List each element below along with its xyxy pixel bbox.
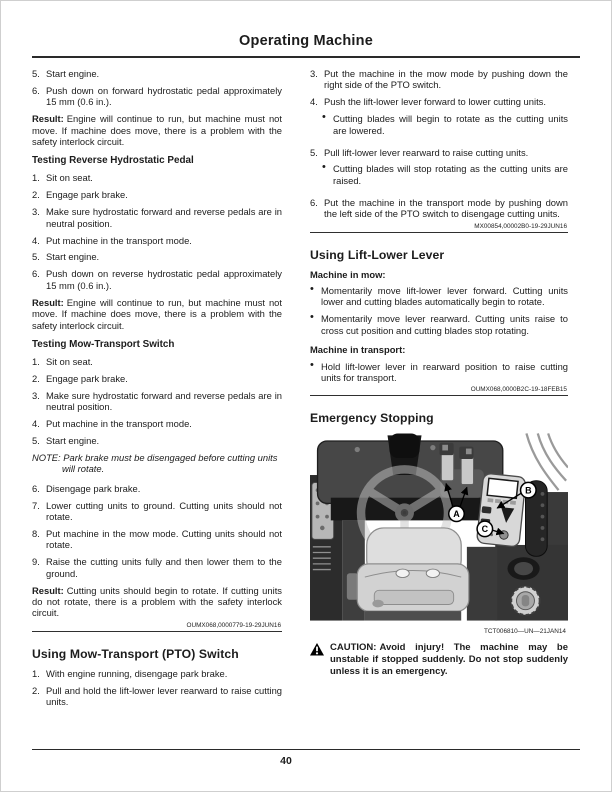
right-column <box>310 68 568 713</box>
list-item <box>32 356 282 367</box>
item-text: Lower cutting units to ground. Cutting units should not rotate. <box>46 499 282 522</box>
page-number: 40 <box>280 755 292 767</box>
machine-in-transport-label: Machine in transport: <box>310 344 406 356</box>
list-item <box>32 373 282 384</box>
list-item <box>32 556 282 579</box>
page-title: Operating Machine <box>239 33 373 49</box>
item-number: 4. <box>310 96 318 108</box>
callout-b <box>521 483 536 498</box>
section-end-code: OUMX068,0000B2C-19-18FEB15 <box>310 386 568 396</box>
section-end-code: MX00854,00002B0-19-29JUN16 <box>310 223 568 233</box>
svg-text:C: C <box>481 524 489 535</box>
item-number: 3. <box>310 68 318 79</box>
item-text: Make sure hydrostatic forward and reverse pedals are in neutral position. <box>46 206 282 229</box>
list-item <box>32 500 282 523</box>
cap-knob-icon <box>511 587 539 615</box>
item-text: Disengage park brake. <box>46 482 141 494</box>
operator-station-illustration <box>310 432 568 622</box>
result-paragraph <box>32 297 282 331</box>
result-text: Cutting units should begin to rotate. If cutting units do not rotate, there is a problem with the safety interlock circuit. <box>32 584 282 619</box>
item-text: Pull and hold the lift-lower lever rearward to raise cutting units. <box>46 684 282 708</box>
bullet-item: • Momentarily move lever rearward. Cutting units raise to cross cut position and cutting blades stop rotating. <box>310 313 568 336</box>
item-text: Sit on seat. <box>46 355 93 367</box>
list-item <box>32 85 282 108</box>
item-number: 1. <box>32 355 40 367</box>
list-item <box>32 418 282 429</box>
two-column-body <box>32 68 580 713</box>
list-item <box>32 251 282 262</box>
item-number: 2. <box>32 372 40 384</box>
item-text: Raise the cutting units fully and then lower them to the ground. <box>46 556 282 579</box>
item-text: Put the machine in the mow mode by pushing down the right side of the PTO switch. <box>324 68 568 91</box>
item-number: 6. <box>32 268 40 280</box>
list-item <box>310 197 568 220</box>
item-text: Put machine in the transport mode. <box>46 234 192 246</box>
item-number: 5. <box>310 146 318 158</box>
item-number: 7. <box>32 499 40 511</box>
warning-triangle-icon <box>310 643 324 661</box>
section-end-code: OUMX068,0000779-19-29JUN16 <box>32 622 282 632</box>
list-item <box>310 68 568 91</box>
item-text: Put machine in the transport mode. <box>46 418 192 430</box>
section-heading-lift-lower-lever: Using Lift-Lower Lever <box>310 247 445 262</box>
item-text: Start engine. <box>46 251 100 263</box>
caution-label: CAUTION: <box>330 642 377 654</box>
item-text: Put the machine in the transport mode by pushing down the left side of the PTO switch to disengage cutting units. <box>324 196 568 220</box>
result-paragraph <box>32 585 282 619</box>
item-text: Start engine. <box>46 434 100 446</box>
section-heading-using-pto-switch: Using Mow-Transport (PTO) Switch <box>32 646 239 661</box>
item-number: 4. <box>32 234 40 246</box>
item-number: 6. <box>32 84 40 96</box>
item-number: 1. <box>32 172 40 184</box>
list-item <box>310 96 568 107</box>
result-label: Result: <box>32 296 64 308</box>
item-text: Engage park brake. <box>46 189 128 201</box>
caution-block <box>310 642 568 677</box>
item-number: 1. <box>32 667 40 679</box>
caution-text: Avoid injury! The machine may be unstable if stopped suddenly. Do not stop suddenly unless it is an emergency. <box>330 642 568 677</box>
item-number: 3. <box>32 206 40 218</box>
list-item <box>32 172 282 183</box>
item-number: 4. <box>32 418 40 430</box>
item-text: Sit on seat. <box>46 172 93 184</box>
result-text: Engine will continue to run, but machine must not move. If machine does move, there is a problem with the safety interlock circuit. <box>32 113 282 148</box>
list-item <box>32 206 282 229</box>
item-number: 6. <box>32 482 40 494</box>
item-text: Engage park brake. <box>46 372 128 384</box>
item-text: Push the lift-lower lever forward to lower cutting units. <box>324 96 546 108</box>
list-item <box>32 390 282 413</box>
list-item <box>32 68 282 79</box>
item-number: 6. <box>310 196 318 208</box>
header-rule <box>32 56 580 58</box>
result-label: Result: <box>32 584 64 596</box>
machine-in-mow-label: Machine in mow: <box>310 268 386 280</box>
item-text: Push down on forward hydrostatic pedal approximately 15 mm (0.6 in.). <box>46 84 282 108</box>
list-item <box>310 147 568 158</box>
bullet-item: • Momentarily move lift-lower lever forward. Cutting units lower and cutting blades automatically begin to rotate. <box>310 285 568 308</box>
list-item <box>32 483 282 494</box>
note-paragraph: NOTE: Park brake must be disengaged before cutting units will rotate. <box>32 451 278 475</box>
list-item <box>32 268 282 291</box>
figure-caption: TCT006810—UN—21JAN14 <box>483 628 566 636</box>
list-item <box>32 235 282 246</box>
item-text: With engine running, disengage park brake. <box>46 667 228 679</box>
list-item <box>32 528 282 551</box>
left-column <box>32 68 282 713</box>
emergency-stopping-figure <box>310 432 568 635</box>
callout-a <box>449 506 464 521</box>
svg-text:A: A <box>453 509 460 520</box>
item-text: Pull lift-lower lever rearward to raise cutting units. <box>324 146 529 158</box>
seat-icon <box>357 528 469 621</box>
list-item <box>32 685 282 708</box>
bullet-item: • Hold lift-lower lever in rearward position to raise cutting units for transport. <box>310 361 568 384</box>
result-text: Engine will continue to run, but machine must not move. If machine does move, there is a problem with the safety interlock circuit. <box>32 296 282 331</box>
item-number: 5. <box>32 434 40 446</box>
item-number: 3. <box>32 389 40 401</box>
item-text: Start engine. <box>46 68 100 79</box>
footer-rule <box>32 749 580 751</box>
list-item <box>32 435 282 446</box>
section-heading-reverse-pedal: Testing Reverse Hydrostatic Pedal <box>32 155 194 167</box>
svg-text:B: B <box>525 485 532 496</box>
list-item <box>32 189 282 200</box>
callout-c <box>477 521 492 536</box>
section-heading-emergency-stopping: Emergency Stopping <box>310 411 434 426</box>
item-number: 8. <box>32 527 40 539</box>
result-label: Result: <box>32 113 64 125</box>
item-number: 5. <box>32 251 40 263</box>
item-number: 2. <box>32 684 40 696</box>
section-heading-mow-transport-switch: Testing Mow-Transport Switch <box>32 338 175 350</box>
item-number: 2. <box>32 189 40 201</box>
item-text: Push down on reverse hydrostatic pedal approximately 15 mm (0.6 in.). <box>46 268 282 291</box>
item-text: Make sure hydrostatic forward and reverse pedals are in neutral position. <box>46 389 282 413</box>
item-text: Put machine in the mow mode. Cutting units should not rotate. <box>46 527 282 551</box>
item-number: 9. <box>32 556 40 568</box>
list-item <box>32 668 282 679</box>
result-paragraph <box>32 113 282 147</box>
item-number: 5. <box>32 68 40 79</box>
bullet-item: • Cutting blades will stop rotating as the cutting units are raised. <box>322 163 568 186</box>
bullet-item: • Cutting blades will begin to rotate as the cutting units are lowered. <box>322 113 568 136</box>
